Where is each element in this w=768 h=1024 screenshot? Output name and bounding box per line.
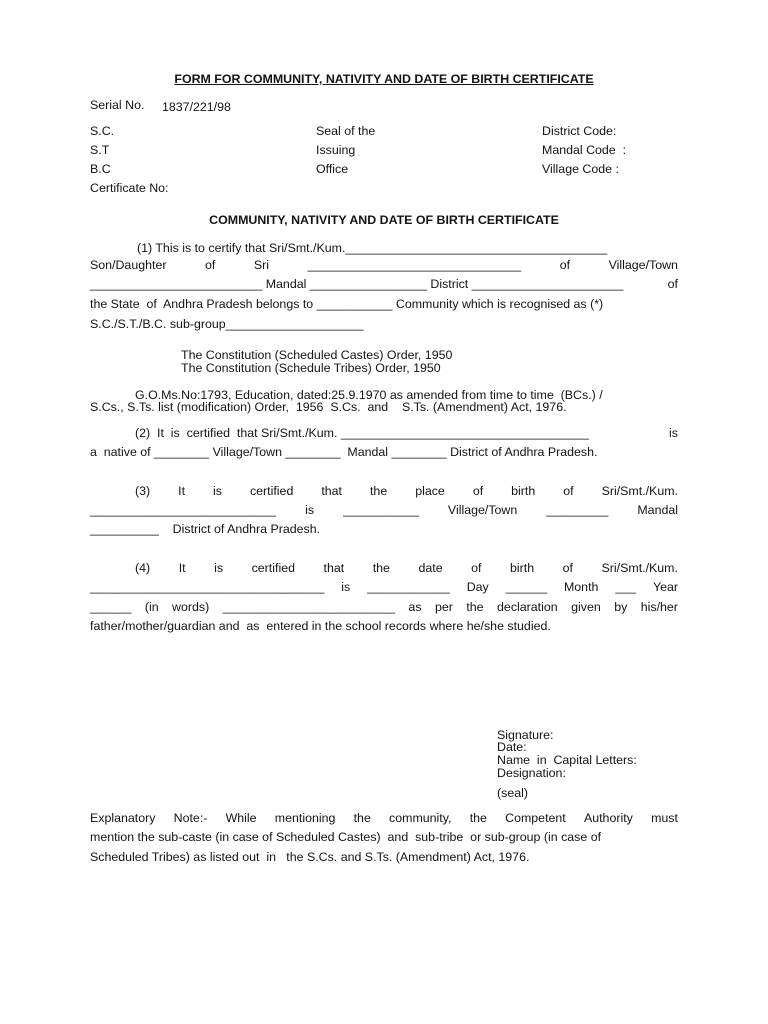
para3-blank: ___________________________ (90, 503, 277, 517)
para3-blank: _________ (546, 503, 609, 517)
note-word: mentioning (274, 811, 336, 825)
para3-word: birth (511, 484, 536, 498)
note-word: community, (389, 811, 452, 825)
seal-line-3: Office (316, 162, 349, 176)
serial-value: 1837/221/98 (162, 100, 231, 114)
para1-line1: (1) This is to certify that Sri/Smt./Kum.______________________________________ (137, 241, 608, 255)
note-line2 (90, 830, 678, 845)
para1-word: Son/Daughter (90, 258, 167, 272)
district-code-label: District Code: (542, 124, 617, 138)
note-word: the (353, 811, 371, 825)
note-line3: Scheduled Tribes) as listed out in the S.Cs. and S.Ts. (Amendment) Act, 1976. (90, 850, 530, 864)
para1-line2 (90, 258, 678, 273)
code-left-bc: B.C (90, 162, 111, 176)
para4-word: is (341, 580, 351, 594)
note-word: the (469, 811, 487, 825)
para4-word: as (408, 600, 422, 614)
para4-line1 (135, 561, 678, 576)
note-word: Note:- (173, 811, 208, 825)
para4-word: (in (144, 600, 159, 614)
code-left-sc: S.C. (90, 124, 115, 138)
para4-blank: _________________________ (222, 600, 395, 614)
para3-word: is (213, 484, 222, 498)
para4-word: is (214, 561, 224, 575)
para3-word: (3) (135, 484, 151, 498)
para4-word: Year (652, 580, 678, 594)
date-label: Date: (497, 740, 527, 754)
para3-line1 (135, 484, 678, 499)
para4-word: It (178, 561, 186, 575)
para1-line5: S.C./S.T./B.C. sub-group____________________ (90, 317, 364, 331)
note-word: While (225, 811, 257, 825)
para4-word: certified (251, 561, 295, 575)
note-word: Authority (583, 811, 633, 825)
para1-line3 (90, 277, 678, 292)
para2-line1 (135, 426, 678, 441)
para4-word: his/her (640, 600, 678, 614)
seal-line-2: Issuing (316, 143, 356, 157)
certificate-heading: COMMUNITY, NATIVITY AND DATE OF BIRTH CERTIFICATE (209, 213, 559, 227)
para4-word: declaration (497, 600, 558, 614)
para3-blank: ___________ (343, 503, 419, 517)
para2-word: is (669, 426, 678, 440)
note-word: must (651, 811, 678, 825)
note-segment: mention the sub-caste (in case of Scheduled Castes) and sub-tribe or sub-group (in case of (90, 830, 602, 844)
para3-word: the (369, 484, 388, 498)
para3-word: of (563, 484, 574, 498)
para4-word: (4) (135, 561, 151, 575)
para4-word: per (434, 600, 453, 614)
para4-blank: ______ (90, 600, 132, 614)
note-word: Explanatory (90, 811, 156, 825)
para3-word: certified (249, 484, 294, 498)
para3-word: place (415, 484, 445, 498)
para1-blank: _______________________________ (307, 258, 522, 272)
gom-line2: S.Cs., S.Ts. list (modification) Order, 1956 S.Cs. and S.Ts. (Amendment) Act, 1976. (90, 400, 567, 414)
signature-label: Signature: (497, 728, 554, 742)
para3-line3: __________ District of Andhra Pradesh. (90, 522, 321, 536)
para4-word: the (372, 561, 390, 575)
seal-line-1: Seal of the (316, 124, 376, 138)
para2-segment: (2) It is certified that Sri/Smt./Kum. ____________________________________ (135, 426, 589, 440)
para3-word: Sri/Smt./Kum. (601, 484, 678, 498)
order-sc: The Constitution (Scheduled Castes) Order, 1950 (181, 348, 453, 362)
para4-word: Sri/Smt./Kum. (601, 561, 678, 575)
para3-word: Village/Town (447, 503, 518, 517)
para4-word: of (562, 561, 573, 575)
serial-label: Serial No. (90, 98, 145, 112)
para4-word: words) (172, 600, 210, 614)
mandal-code-label: Mandal Code : (542, 143, 627, 157)
form-title: FORM FOR COMMUNITY, NATIVITY AND DATE OF BIRTH CERTIFICATE (174, 72, 594, 86)
para4-word: Month (563, 580, 599, 594)
para1-segment: _________________________ Mandal _________________ District ______________________ (90, 277, 624, 291)
name-capital-label: Name in Capital Letters: (497, 753, 637, 767)
para4-blank: ______ (505, 580, 548, 594)
para3-word: that (321, 484, 342, 498)
para3-word: Mandal (637, 503, 678, 517)
para4-word: Day (466, 580, 489, 594)
para2-line2: a native of ________ Village/Town ________ Mandal ________ District of Andhra Pradesh. (90, 445, 598, 459)
note-line1 (90, 811, 678, 826)
para1-word: Village/Town (608, 258, 678, 272)
para4-word: that (323, 561, 345, 575)
para4-word: the (466, 600, 484, 614)
village-code-label: Village Code : (542, 162, 619, 176)
para3-word: It (178, 484, 186, 498)
para4-word: given (571, 600, 601, 614)
gom-text: G.O.Ms.No:1793, Education, dated:25.9.1970 as amended from time to time (BCs.) / (135, 388, 603, 402)
certificate-no-label: Certificate No: (90, 181, 169, 195)
para4-line3 (90, 600, 678, 615)
para4-blank: __________________________________ (90, 580, 325, 594)
para4-word: by (614, 600, 628, 614)
seal-label: (seal) (497, 786, 528, 800)
para1-segment: the State of Andhra Pradesh belongs to ___________ Community which is recognised as (*) (90, 297, 604, 311)
para3-word: is (305, 503, 315, 517)
para4-line2 (90, 580, 678, 595)
para1-word: Sri (253, 258, 270, 272)
para1-word: of (667, 277, 678, 291)
para4-word: of (471, 561, 482, 575)
para1-line4 (90, 297, 678, 312)
para4-word: date (418, 561, 443, 575)
para3-line2 (90, 503, 678, 518)
para4-blank: ____________ (367, 580, 450, 594)
para4-line4: father/mother/guardian and as entered in the school records where he/she studied. (90, 619, 551, 633)
para1-word: of (205, 258, 216, 272)
note-word: Competent (505, 811, 566, 825)
para1-word: of (559, 258, 571, 272)
para3-word: of (472, 484, 484, 498)
para4-blank: ___ (615, 580, 637, 594)
para4-word: birth (510, 561, 535, 575)
code-left-st: S.T (90, 143, 110, 157)
designation-label: Designation: (497, 766, 566, 780)
order-st: The Constitution (Schedule Tribes) Order, 1950 (181, 361, 441, 375)
